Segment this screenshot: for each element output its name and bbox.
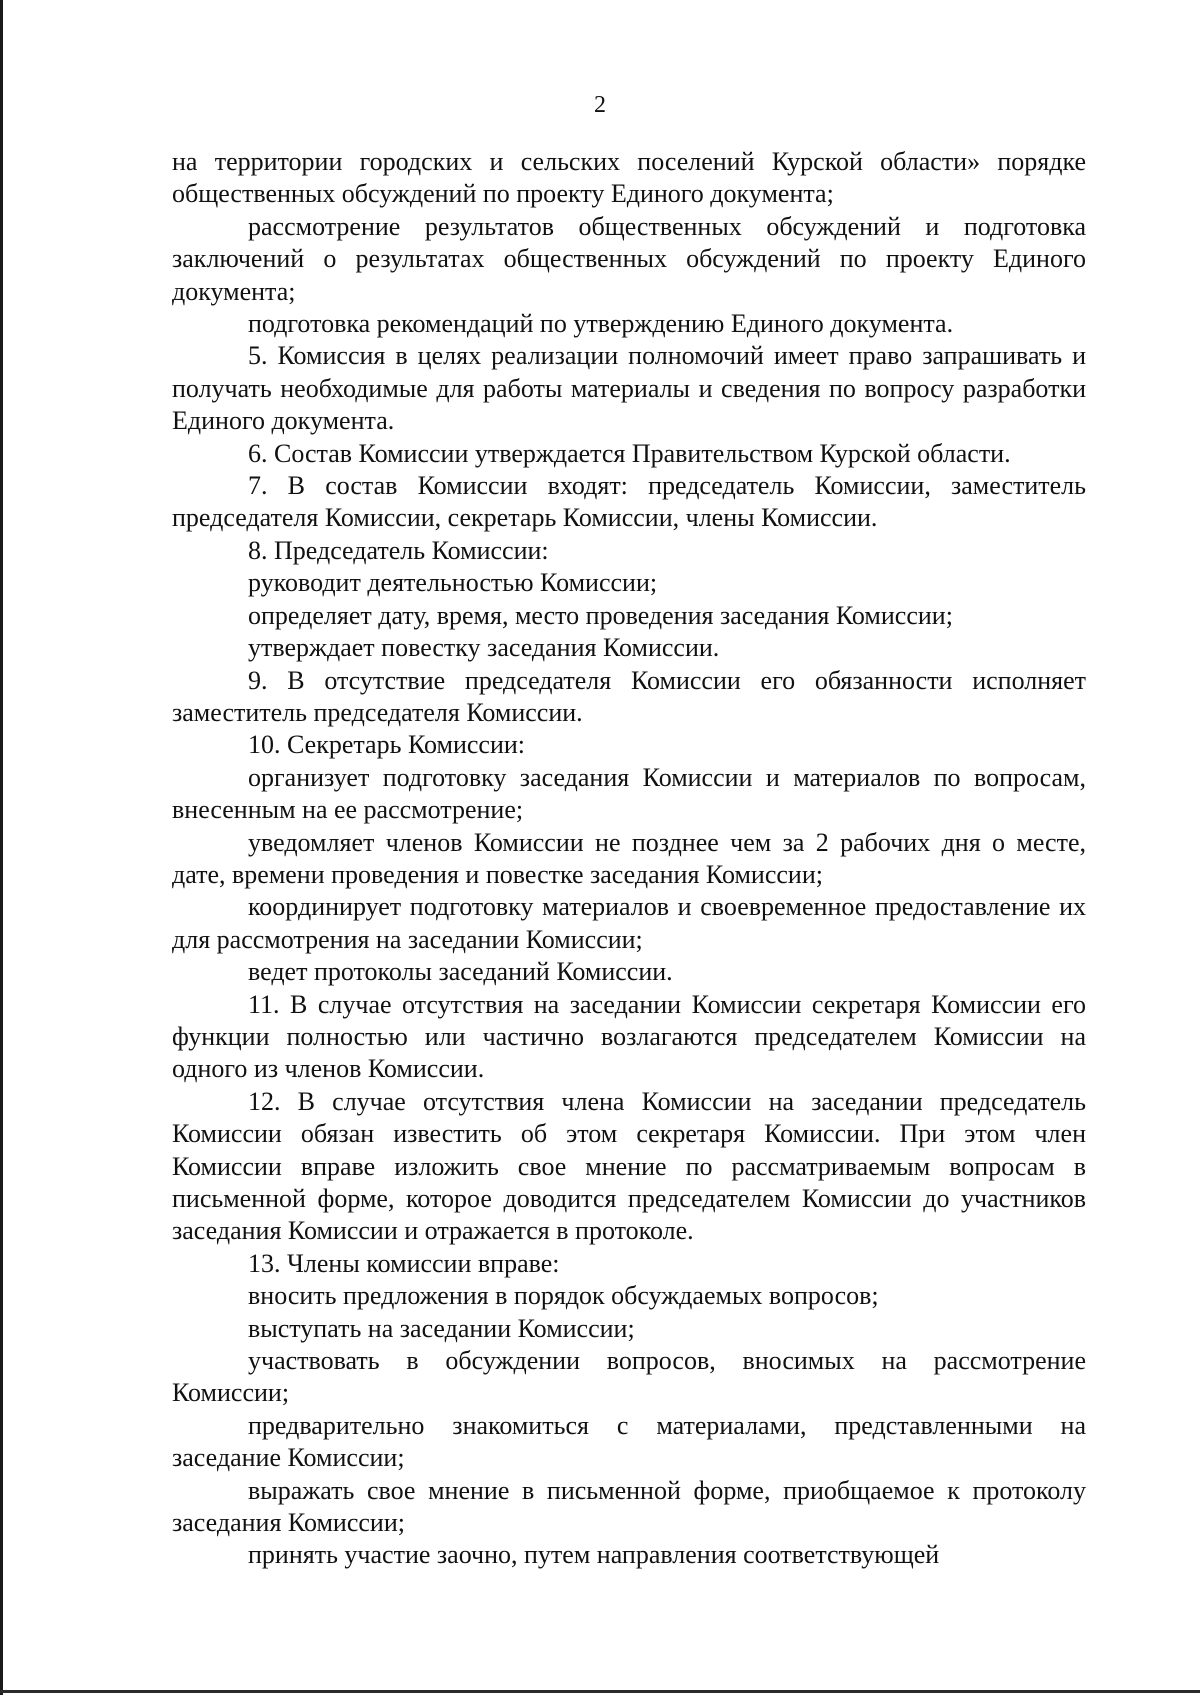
paragraph-item-10: 10. Секретарь Комиссии: bbox=[248, 730, 525, 760]
paragraph-item-10-duty-4: ведет протоколы заседаний Комиссии. bbox=[248, 957, 673, 987]
paragraph-item-7: 7. В состав Комиссии входят: председатель Комиссии, заместитель председателя Комиссии, секретарь Комиссии, члены Комиссии. bbox=[172, 471, 1086, 533]
paragraph-item-11: 11. В случае отсутствия на заседании Комиссии секретаря Комиссии его функции полностью или частично возлагаются председателем Комиссии на одного из членов Комиссии. bbox=[172, 989, 1086, 1084]
paragraph-item-13-right-5: выражать свое мнение в письменной форме, приобщаемое к протоколу заседания Комиссии; bbox=[172, 1475, 1086, 1538]
paragraph-item-6: 6. Состав Комиссии утверждается Правительством Курской области. bbox=[248, 438, 1011, 468]
paragraph-item-8-duty-1: руководит деятельностью Комиссии; bbox=[248, 568, 658, 598]
scan-edge-left bbox=[0, 0, 3, 1695]
paragraph-item-10-duty-3: координирует подготовку материалов и своевременное предоставление их для рассмотрения на заседании Комиссии; bbox=[172, 892, 1086, 954]
paragraph-item-12: 12. В случае отсутствия члена Комиссии на заседании председатель Комиссии обязан известить об этом секретаря Комиссии. При этом член Комиссии вправе изложить свое мнение по рассматриваемым вопросам в письменной форме, которое доводится председателем Комиссии до участников заседания Комиссии и отражается в протоколе. bbox=[172, 1086, 1086, 1246]
paragraph-item-13-right-2: выступать на заседании Комиссии; bbox=[248, 1313, 635, 1343]
paragraph-recommendations: подготовка рекомендаций по утверждению Единого документа. bbox=[248, 309, 954, 339]
paragraph-item-8-duty-3: утверждает повестку заседания Комиссии. bbox=[248, 633, 720, 663]
paragraph-item-13: 13. Члены комиссии вправе: bbox=[248, 1248, 560, 1278]
document-body bbox=[172, 146, 1086, 1572]
paragraph-review-results: рассмотрение результатов общественных обсуждений и подготовка заключений о результатах общественных обсуждений по проекту Единого документа; bbox=[172, 211, 1086, 306]
paragraph-item-5: 5. Комиссия в целях реализации полномочий имеет право запрашивать и получать необходимые для работы материалы и сведения по вопросу разработки Единого документа. bbox=[172, 341, 1086, 436]
paragraph-item-10-duty-1: организует подготовку заседания Комиссии и материалов по вопросам, внесенным на ее рассмотрение; bbox=[172, 762, 1086, 825]
paragraph-item-8: 8. Председатель Комиссии: bbox=[248, 535, 549, 565]
paragraph-item-10-duty-2: уведомляет членов Комиссии не позднее чем за 2 рабочих дня о месте, дате, времени проведения и повестке заседания Комиссии; bbox=[172, 827, 1086, 889]
page-number: 2 bbox=[594, 92, 606, 118]
paragraph-item-13-right-1: вносить предложения в порядок обсуждаемых вопросов; bbox=[248, 1281, 879, 1311]
paragraph-item-13-right-3: участвовать в обсуждении вопросов, вносимых на рассмотрение Комиссии; bbox=[172, 1346, 1086, 1408]
paragraph-item-13-right-6: принять участие заочно, путем направления соответствующей bbox=[248, 1540, 940, 1570]
paragraph-continuation: на территории городских и сельских поселений Курской области» порядке общественных обсуждений по проекту Единого документа; bbox=[172, 147, 1086, 209]
paragraph-item-9: 9. В отсутствие председателя Комиссии его обязанности исполняет заместитель председателя Комиссии. bbox=[172, 665, 1086, 727]
scan-edge-bottom bbox=[0, 1690, 1200, 1693]
paragraph-item-8-duty-2: определяет дату, время, место проведения заседания Комиссии; bbox=[248, 600, 953, 630]
paragraph-item-13-right-4: предварительно знакомиться с материалами, представленными на заседание Комиссии; bbox=[172, 1410, 1086, 1473]
